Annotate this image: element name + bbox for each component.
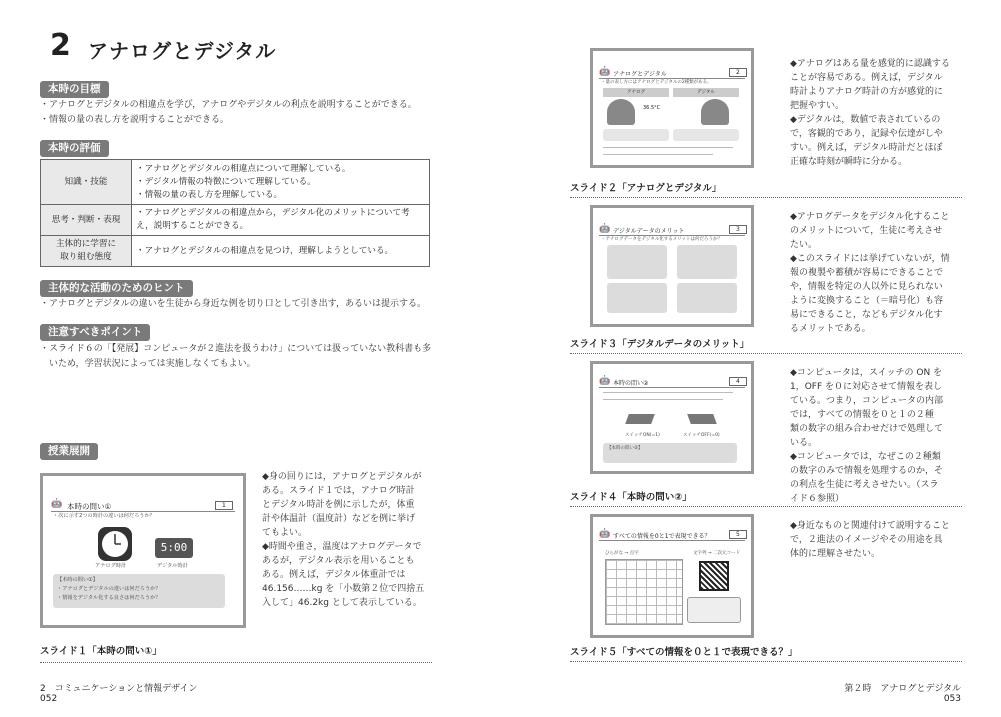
slide-number: 1: [215, 501, 233, 510]
hint-text: ・ アナログとデジタルの違いを生徒から身近な例を切り口として引き出す，あるいは提示する。: [40, 297, 426, 312]
eval-item: ・ デジタル情報の特徴について理解している。: [136, 176, 425, 189]
slide-2: [590, 48, 754, 168]
desc-line: では，すべての情報を０と１の２種: [790, 410, 934, 420]
eval-head-line: 主体的に学習に: [55, 239, 117, 249]
evaluation-table: [40, 159, 430, 267]
desc-line: 把握やすい。: [790, 101, 845, 111]
box-title: 【本時の問い②】: [607, 446, 643, 451]
slide-5-caption: スライド５「すべての情報を０と１で表現できる？」: [570, 647, 798, 658]
temp-value: 36.5°C: [643, 105, 661, 111]
desc-line: いる。: [790, 438, 818, 448]
desc-line: ある。例えば，デジタル体重計では: [262, 570, 406, 580]
desc-line: すい。例えば，デジタル時計だとほぼ: [790, 143, 943, 153]
eval-item: ・ アナログとデジタルの相違点を見つけ，理解しようとしている。: [136, 245, 425, 258]
slide-title: アナログとデジタル: [613, 71, 667, 78]
desc-line: イド６参照）: [790, 494, 845, 504]
desc-line: で，２進法のイメージやその用途を具: [790, 535, 943, 545]
note-box: [603, 129, 669, 141]
desc-line: てもよい。: [262, 528, 308, 538]
question-box: [53, 574, 225, 608]
desc-line: 入して」46.2kg として表示している。: [262, 598, 422, 608]
slide-5-description: [790, 519, 950, 561]
robot-icon: 🤖: [599, 67, 611, 77]
page-number: 052: [40, 694, 58, 704]
desc-line: 体的に理解させたい。: [790, 549, 881, 559]
box-item: ・ 情報をデジタル化する良さは何だろうか？: [57, 595, 160, 602]
box-item: ・ アナログとデジタルの違いは何だろうか？: [57, 586, 161, 593]
chapter-title: アナログとデジタル: [88, 39, 277, 63]
desc-line: ◆身の回りには，アナログとデジタルが: [262, 472, 422, 482]
desc-line: ◆コンピュータでは，なぜこの２種類: [790, 452, 941, 462]
divider: [599, 387, 745, 388]
slide-3: [590, 205, 754, 327]
slide-1-description: [262, 470, 424, 610]
slide-title: 本時の問い①: [67, 502, 112, 511]
slide-question: ・次に示す2つの時計の違いは何だろうか？: [53, 513, 155, 519]
braille-table: [605, 559, 683, 625]
desc-line: 易にできること，などもデジタル化す: [790, 310, 943, 320]
divider: [40, 662, 432, 663]
slide-title: デジタルデータのメリット: [613, 228, 685, 235]
desc-line: の数字のみで情報を処理するのか，そ: [790, 466, 944, 476]
desc-line: のメリットについて，生徒に考えさせ: [790, 226, 943, 236]
desc-line: ◆時間や重さ，温度はアナログデータで: [262, 542, 422, 552]
slide-title: 本時の問い②: [613, 380, 649, 387]
desc-line: や，情報を特定の人以外に見られない: [790, 282, 943, 292]
table-row: [41, 160, 430, 205]
goal-item: ・ 情報の量の表し方を説明することができる。: [40, 113, 229, 128]
desc-line: とデジタル時計を例に示したが，体重: [262, 500, 415, 510]
slide-number: 2: [729, 68, 747, 77]
page-number: 053: [943, 694, 961, 704]
eval-item: ・ アナログとデジタルの相違点から，デジタル化のメリットについて考え，説明することができる。: [136, 207, 425, 233]
slide-5: [590, 514, 754, 638]
eval-head: [41, 236, 132, 267]
slide-subtitle: ・量の表し方にはアナログとデジタルの2種類がある。: [601, 80, 712, 85]
analog-clock-icon: [95, 524, 135, 564]
eval-cell: [132, 160, 430, 205]
slide-subtitle: ・アナログデータをデジタル化するメリットは何だろうか？: [601, 237, 723, 242]
table-row: [41, 205, 430, 236]
braille-label: ひらがな → 点字: [605, 551, 639, 556]
desc-line: るメリットである。: [790, 324, 871, 334]
desc-line: あるが，デジタル表示を用いることも: [262, 556, 415, 566]
text-line: [603, 392, 733, 393]
person-illustration: [607, 99, 635, 125]
eval-head: 知識・技能: [41, 160, 132, 205]
slide-4-description: [790, 366, 943, 506]
slide-title: すべての情報を0と1で表現できる？: [613, 533, 711, 540]
robot-icon: 🤖: [599, 376, 611, 386]
eval-head-line: 取り組む態度: [60, 252, 112, 262]
merit-box: [677, 245, 737, 279]
qr-label: 文字列 → 二次元コード: [693, 551, 741, 556]
slide-number: 3: [729, 225, 747, 234]
goal-item: ・ アナログとデジタルの相違点を学び，アナログやデジタルの利点を説明することができる。: [40, 98, 417, 113]
desc-line: ている。つまり，コンピュータの内部: [790, 396, 944, 406]
slide-number: 5: [729, 530, 747, 539]
point-tag: 注意すべきポイント: [40, 324, 150, 341]
person-illustration: [701, 99, 729, 125]
desc-line: ◆コンピュータは，スイッチの ON を: [790, 368, 943, 378]
point-text: ・ スライド６の「【発展】コンピュータが２進法を扱うわけ」については扱っていない教科書も多: [40, 342, 431, 357]
divider: [570, 353, 962, 354]
hint-tag: 主体的な活動のためのヒント: [40, 280, 193, 297]
qr-code-icon: [699, 561, 729, 591]
slide-4: [590, 361, 754, 474]
slide-1-caption: スライド１「本時の問い①」: [40, 646, 162, 657]
slide-3-description: [790, 210, 950, 336]
desc-line: 46.156……kg を「小数第２位で四捨五: [262, 584, 425, 594]
slide-2-caption: スライド２「アナログとデジタル」: [570, 183, 722, 194]
eval-head: 思考・判断・表現: [41, 205, 132, 236]
divider: [570, 506, 962, 507]
robot-icon: 🤖: [599, 529, 611, 539]
note-box: [687, 597, 741, 623]
desc-line: ◆このスライドには挙げていないが，情: [790, 254, 950, 264]
clock-label: アナログ時計: [95, 563, 127, 569]
table-row: [41, 236, 430, 267]
question-box: [603, 443, 737, 463]
note-box: [673, 129, 739, 141]
goal-tag: 本時の目標: [40, 81, 109, 98]
desc-line: 計や体温計（温度計）などを例に挙げ: [262, 514, 416, 524]
merit-box: [677, 283, 737, 313]
desc-line: 時計よりアナログ時計の方が感覚的に: [790, 87, 944, 97]
divider: [51, 511, 235, 512]
desc-line: ◆アナログはある量を感覚的に認識する: [790, 59, 950, 69]
text-line: [603, 154, 713, 155]
desc-line: ◆デジタルは，数値で表されているの: [790, 115, 941, 125]
slide-number: 4: [729, 377, 747, 386]
clock-label: デジタル時計: [157, 563, 188, 569]
point-text-cont: いため，学習状況によっては実施しなくてもよい。: [49, 359, 256, 369]
desc-line: ある。スライド１では，アナログ時計: [262, 486, 415, 496]
desc-line: たい。: [790, 240, 818, 250]
eval-cell: [132, 205, 430, 236]
desc-line: 類の数字の組み合わせだけで処理して: [790, 424, 944, 434]
desc-line: で，客観的であり，記録や伝達がしや: [790, 129, 943, 139]
desc-line: 1，OFF を０に対応させて情報を表し: [790, 382, 943, 392]
text-line: [603, 399, 723, 400]
digital-clock-display: 5:00: [155, 538, 193, 558]
divider: [599, 540, 745, 541]
column-header: デジタル: [673, 88, 739, 97]
desc-line: ◆身近なものと関連付けて説明すること: [790, 521, 950, 531]
divider: [570, 661, 962, 662]
eval-item: ・ 情報の量の表し方を理解している。: [136, 189, 425, 202]
slide-4-caption: スライド４「本時の問い②」: [570, 492, 692, 503]
switch-on-label: スイッチON(=1): [625, 433, 660, 438]
eval-cell: [132, 236, 430, 267]
switch-off-icon: [687, 414, 717, 424]
lesson-tag: 授業展開: [40, 443, 98, 460]
desc-line: の利点を生徒に考えさせたい。（スラ: [790, 480, 939, 490]
desc-line: 報の複製や蓄積が容易にできることで: [790, 268, 944, 278]
switch-off-label: スイッチOFF(=0): [683, 433, 720, 438]
eval-tag: 本時の評価: [40, 140, 109, 157]
desc-line: 正確な時刻が瞬時に分かる。: [790, 157, 908, 167]
column-header: アナログ: [603, 88, 669, 97]
robot-icon: 🤖: [51, 499, 63, 509]
slide-1: [40, 473, 246, 628]
text-line: [603, 147, 733, 148]
desc-line: ように変換すること（＝暗号化）も容: [790, 296, 944, 306]
divider: [570, 197, 962, 198]
robot-icon: 🤖: [599, 224, 611, 234]
switch-on-icon: [625, 414, 655, 424]
desc-line: ◆アナログデータをデジタル化すること: [790, 212, 950, 222]
box-title: 【本時の問い①】: [57, 577, 98, 583]
merit-box: [607, 245, 667, 279]
footer-chapter: 2 コミュニケーションと情報デザイン: [40, 684, 198, 694]
merit-box: [607, 283, 667, 313]
slide-3-caption: スライド３「デジタルデータのメリット」: [570, 339, 750, 350]
footer-chapter: 第２時 アナログとデジタル: [844, 684, 961, 694]
desc-line: ことが容易である。例えば，デジタル: [790, 73, 943, 83]
chapter-number: 2: [50, 28, 71, 63]
eval-item: ・ アナログとデジタルの相違点について理解している。: [136, 163, 425, 176]
slide-2-description: [790, 57, 950, 169]
